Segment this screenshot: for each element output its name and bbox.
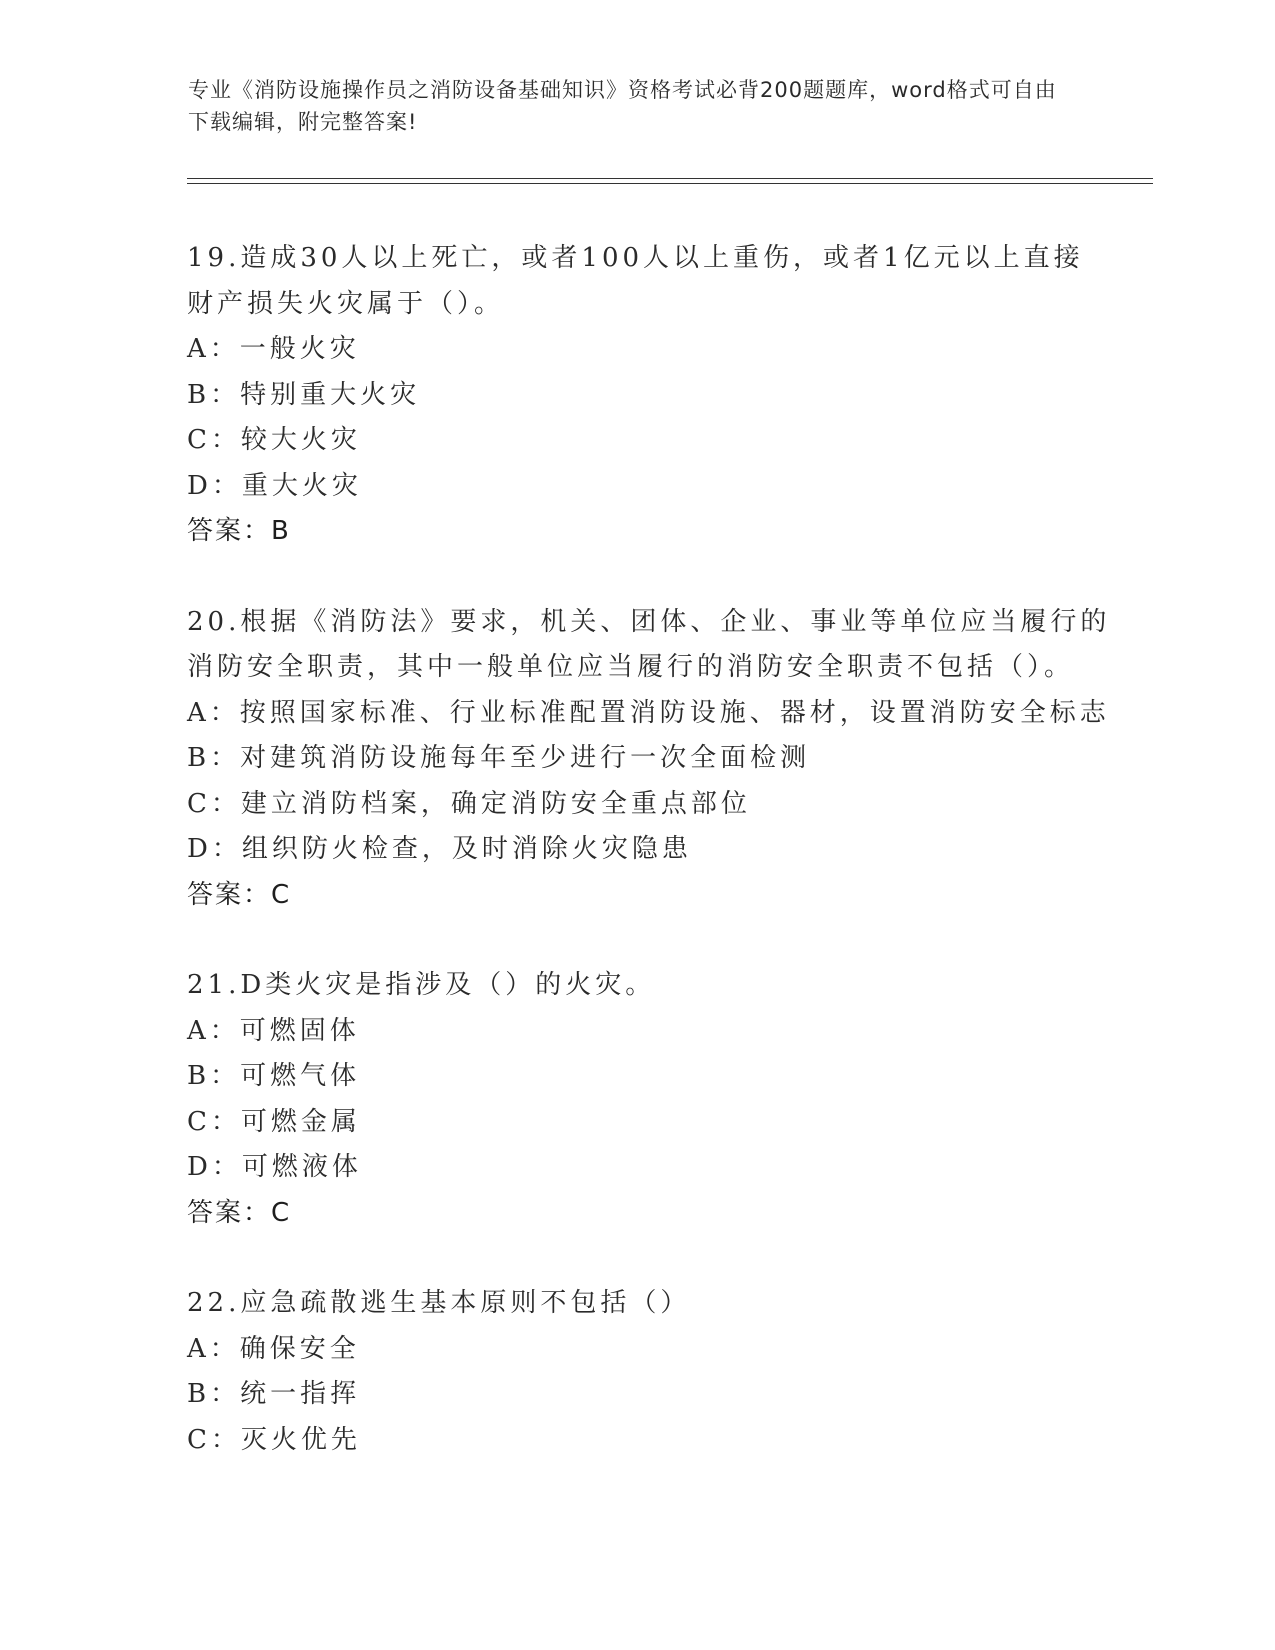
option-a: A：确保安全: [187, 1333, 360, 1364]
question-spacer: [187, 918, 1087, 963]
question-20: [187, 600, 1111, 919]
question-stem-line: 20.根据《消防法》要求，机关、团体、企业、事业等单位应当履行的: [187, 606, 1111, 637]
option-c: C：灭火优先: [187, 1424, 361, 1455]
question-stem-line: 消防安全职责，其中一般单位应当履行的消防安全职责不包括（）。: [187, 652, 1075, 682]
option-a: A：可燃固体: [187, 1015, 360, 1046]
document-header: 专业《消防设施操作员之消防设备基础知识》资格考试必背200题题库，word格式可自由下载编辑，附完整答案!: [188, 78, 1057, 134]
header-divider-bottom: [187, 183, 1153, 184]
option-c: C：较大火灾: [187, 425, 361, 455]
option-a: A：按照国家标准、行业标准配置消防设施、器材，设置消防安全标志: [187, 697, 1110, 728]
answer-label: 答案：C: [187, 1197, 292, 1228]
question-22: [187, 1281, 1087, 1463]
question-stem-line: 19.造成30人以上死亡，或者100人以上重伤，或者1亿元以上直接: [187, 243, 1084, 273]
option-c: C：建立消防档案，确定消防安全重点部位: [187, 788, 751, 819]
question-21: [187, 963, 1087, 1236]
answer-label: 答案：B: [187, 516, 291, 546]
option-b: B：对建筑消防设施每年至少进行一次全面检测: [187, 743, 811, 773]
option-d: D：可燃液体: [187, 1152, 362, 1182]
question-stem-line: 21.D类火灾是指涉及（）的火灾。: [187, 970, 656, 1000]
option-c: C：可燃金属: [187, 1106, 361, 1137]
question-19: [187, 236, 1087, 555]
option-d: D：组织防火检查，及时消除火灾隐患: [187, 834, 692, 864]
question-spacer: [187, 1236, 1087, 1281]
option-b: B：统一指挥: [187, 1379, 361, 1409]
header-divider-top: [187, 178, 1153, 179]
question-spacer: [187, 555, 1087, 600]
option-a: A：一般火灾: [187, 334, 360, 364]
question-stem-line: 财产损失火灾属于（）。: [187, 288, 505, 319]
option-d: D：重大火灾: [187, 470, 362, 501]
question-list: [187, 236, 1111, 1463]
option-b: B：可燃气体: [187, 1061, 361, 1091]
option-b: B：特别重大火灾: [187, 379, 421, 410]
question-stem-line: 22.应急疏散逃生基本原则不包括（）: [187, 1288, 691, 1318]
answer-label: 答案：C: [187, 879, 292, 910]
